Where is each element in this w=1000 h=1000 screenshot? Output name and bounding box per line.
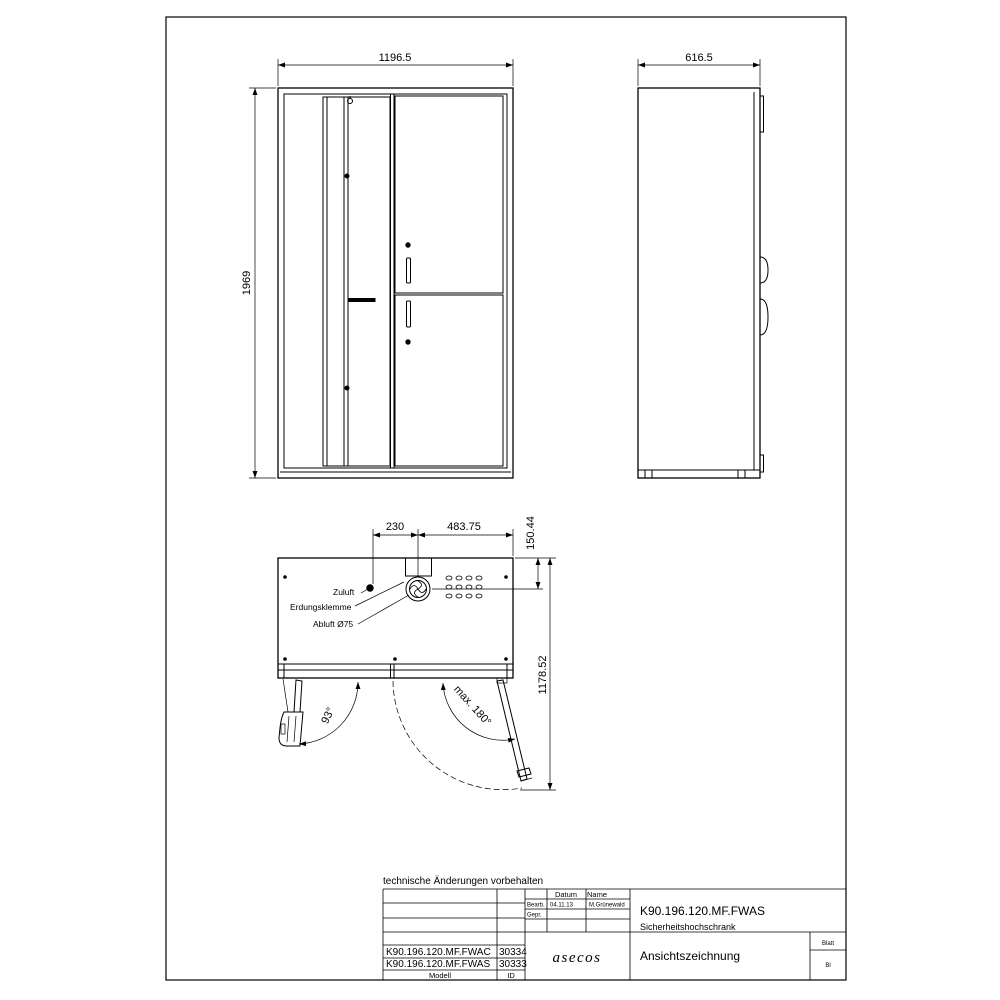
vent-slot [446, 594, 452, 598]
sheet-label: Blatt [821, 941, 835, 947]
date-header: Datum [554, 890, 578, 899]
exhaust-collar [406, 558, 432, 576]
left-door-open [279, 679, 358, 746]
hinge-icon [345, 386, 349, 390]
drawing-description: Sicherheitshochschrank [640, 922, 736, 932]
model-row-1-name: K90.196.120.MF.FWAC [386, 947, 491, 958]
model-row-2-name: K90.196.120.MF.FWAS [386, 959, 491, 970]
exhaust-air-label: Abluft Ø75 [313, 619, 354, 629]
screw-icon [284, 658, 287, 661]
side-handle-lower [760, 299, 768, 335]
supply-air-label: Zuluft [333, 587, 355, 597]
left-door-link [283, 679, 288, 712]
leader-line-supply [361, 589, 368, 593]
name-header: Name [586, 890, 608, 899]
supply-air-inlet [367, 585, 373, 591]
screw-icon [394, 658, 397, 661]
right-door-panel [497, 680, 527, 781]
drawing-frame [166, 17, 846, 980]
drawing-number: K90.196.120.MF.FWAS [640, 904, 765, 918]
vent-slot [456, 594, 462, 598]
company-logo: asecos [552, 950, 602, 966]
edited-date: 04.11.13 [550, 902, 573, 909]
edited-name: M.Grünewald [589, 902, 625, 909]
supply-to-exhaust-value: 230 [385, 521, 405, 533]
right-door-angle-label: max. 180° [451, 683, 494, 729]
front-height-value: 1969 [241, 270, 253, 296]
leader-lines [355, 582, 409, 624]
vent-slot [476, 576, 482, 580]
left-door-arm [294, 680, 302, 712]
side-foot [645, 470, 652, 478]
corner-block [278, 664, 284, 678]
leader-line-exhaust [358, 595, 409, 624]
side-outline [638, 88, 760, 478]
front-height-dimension [249, 88, 276, 478]
vent-slot [456, 576, 462, 580]
upper-door-handle [407, 258, 411, 283]
vent-slot [476, 585, 482, 589]
depth-open-value: 1178.52 [537, 655, 549, 695]
left-door-block [279, 712, 303, 746]
vent-slot [446, 585, 452, 589]
lower-door-lock-icon [406, 340, 410, 344]
side-foot [738, 470, 745, 478]
upper-door-lock-icon [406, 243, 410, 247]
exhaust-from-back-value: 150.44 [525, 516, 537, 550]
side-view [638, 88, 768, 478]
edited-label: Bearb. [527, 902, 545, 909]
vent-slot [456, 585, 462, 589]
hinge-icon [345, 174, 349, 178]
vent-slot [466, 594, 472, 598]
model-row-1-id: 30334 [499, 947, 527, 958]
left-door-latch [281, 724, 285, 734]
vent-slot [446, 576, 452, 580]
id-header: ID [507, 971, 515, 980]
side-handle-upper [760, 257, 768, 283]
front-width-value: 1196.5 [378, 52, 412, 64]
side-depth-value: 616.5 [685, 52, 713, 64]
left-door-handle [349, 299, 375, 302]
top-view [278, 558, 513, 678]
screw-icon [505, 658, 508, 661]
grounding-terminal-label: Erdungsklemme [290, 602, 352, 612]
vent-slot [476, 594, 482, 598]
front-view [278, 88, 513, 478]
model-row-2-id: 30333 [499, 959, 527, 970]
lower-right-door [395, 295, 503, 466]
left-door-detail [287, 716, 289, 742]
left-door-detail [294, 716, 296, 742]
drawing-type: Ansichtszeichnung [640, 949, 741, 963]
revision-note: technische Änderungen vorbehalten [383, 876, 544, 887]
vent-slot-grid [446, 576, 482, 598]
upper-right-door [395, 96, 503, 293]
exhaust-to-side-value: 483.75 [447, 521, 481, 533]
model-header: Modell [428, 971, 452, 980]
vent-slot [466, 585, 472, 589]
top-view-dimensions [373, 529, 556, 790]
sheet-value: Bl [825, 963, 831, 969]
vent-slot [466, 576, 472, 580]
screw-icon [284, 576, 287, 579]
checked-label: Gepr. [527, 912, 542, 919]
left-door-angle-label: 93° [319, 705, 338, 726]
corner-block [507, 664, 513, 678]
screw-icon [505, 576, 508, 579]
lower-door-handle [407, 301, 411, 327]
left-door-panel [348, 97, 390, 466]
